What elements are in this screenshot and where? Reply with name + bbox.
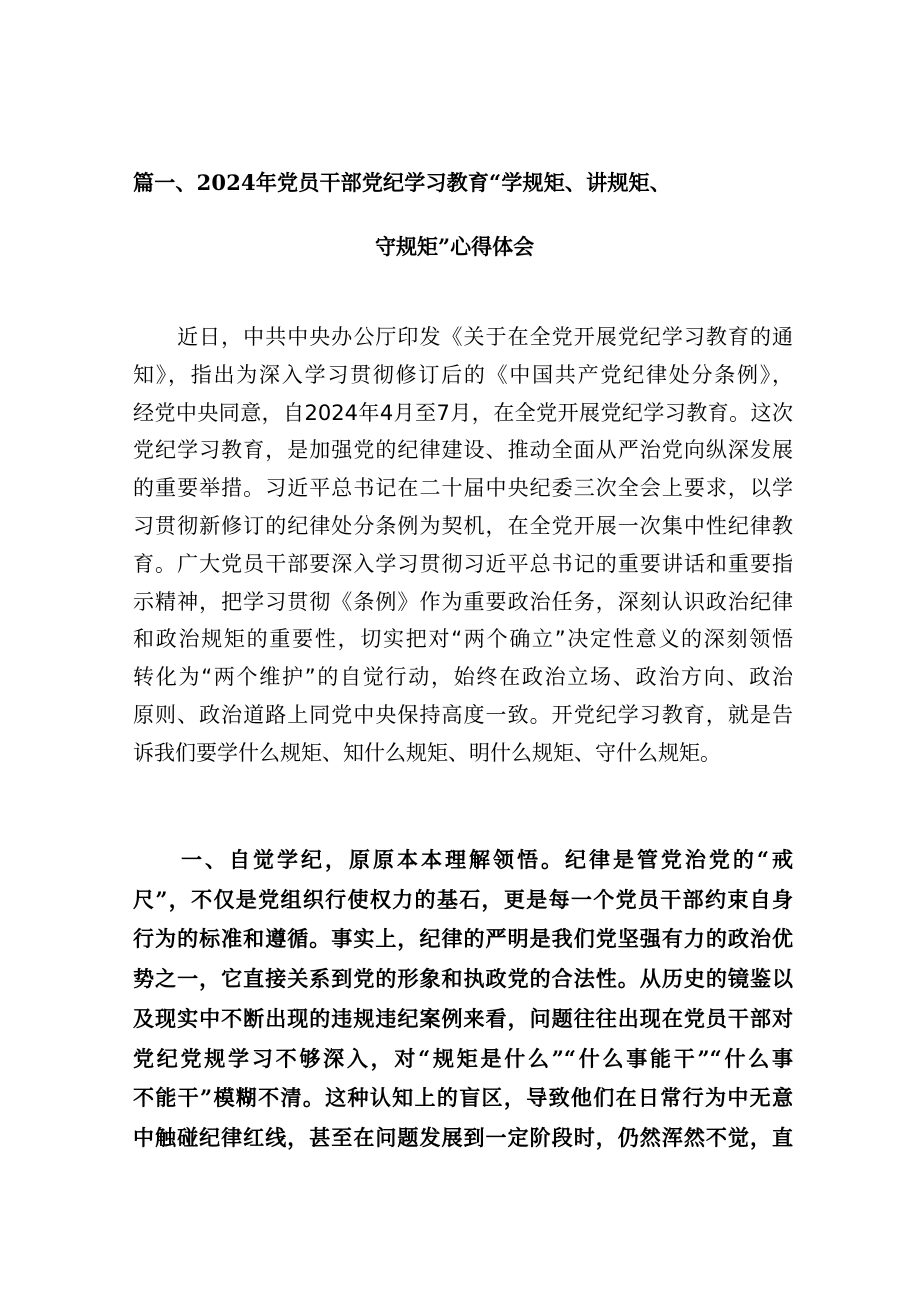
text-line: 党纪学习教育，是加强党的纪律建设、推动全面从严治党向纵深发展 [133,438,793,463]
text-line: 知》，指出为深入学习贯彻修订后的《中国共产党纪律处分条例》， [133,362,793,387]
text-line: 育。广大党员干部要深入学习贯彻习近平总书记的重要讲话和重要指 [133,551,793,576]
text-line: 势之一，它直接关系到党的形象和执政党的合法性。从历史的镜鉴以 [133,966,793,992]
text-line: 和政治规矩的重要性，切实把对“两个确立”决定性意义的深刻领悟 [133,627,793,652]
text-line: 原则、政治道路上同党中央保持高度一致。开党纪学习教育，就是告 [133,702,793,727]
text-line: 示精神，把学习贯彻《条例》作为重要政治任务，深刻认识政治纪律 [133,589,793,614]
text-line: 尺”，不仅是党组织行使权力的基石，更是每一个党员干部约束自身 [133,886,793,912]
paragraph-section-one [133,840,793,1158]
text-line: 的重要举措。习近平总书记在二十届中央纪委三次全会上要求，以学 [133,476,793,501]
text-line: 不能干”模糊不清。这种认知上的盲区，导致他们在日常行为中无意 [133,1085,793,1111]
title-line-2: 守规矩”心得体会 [375,234,535,259]
title-line-1: 篇一、2024年党员干部党纪学习教育“学规矩、讲规矩、 [133,170,671,195]
text-line: 一、自觉学纪，原原本本理解领悟。纪律是管党治党的“戒 [133,847,793,872]
text-line: 中触碰纪律红线，甚至在问题发展到一定阶段时，仍然浑然不觉，直 [133,1124,793,1150]
text-line: 习贯彻新修订的纪律处分条例为契机，在全党开展一次集中性纪律教 [133,513,793,538]
paragraph-intro [133,319,793,773]
document-title [133,163,793,267]
text-line: 转化为“两个维护”的自觉行动，始终在政治立场、政治方向、政治 [133,665,793,690]
text-line: 诉我们要学什么规矩、知什么规矩、明什么规矩、守什么规矩。 [133,740,721,765]
text-line: 党纪党规学习不够深入，对“规矩是什么”“什么事能干”“什么事 [133,1045,793,1071]
text-line: 行为的标准和遵循。事实上，纪律的严明是我们党坚强有力的政治优 [133,926,793,952]
text-line: 近日，中共中央办公厅印发《关于在全党开展党纪学习教育的通 [133,325,793,349]
text-line: 经党中央同意，自2024年4月至7月，在全党开展党纪学习教育。这次 [133,400,793,425]
text-line: 及现实中不断出现的违规违纪案例来看，问题往往出现在党员干部对 [133,1005,793,1031]
